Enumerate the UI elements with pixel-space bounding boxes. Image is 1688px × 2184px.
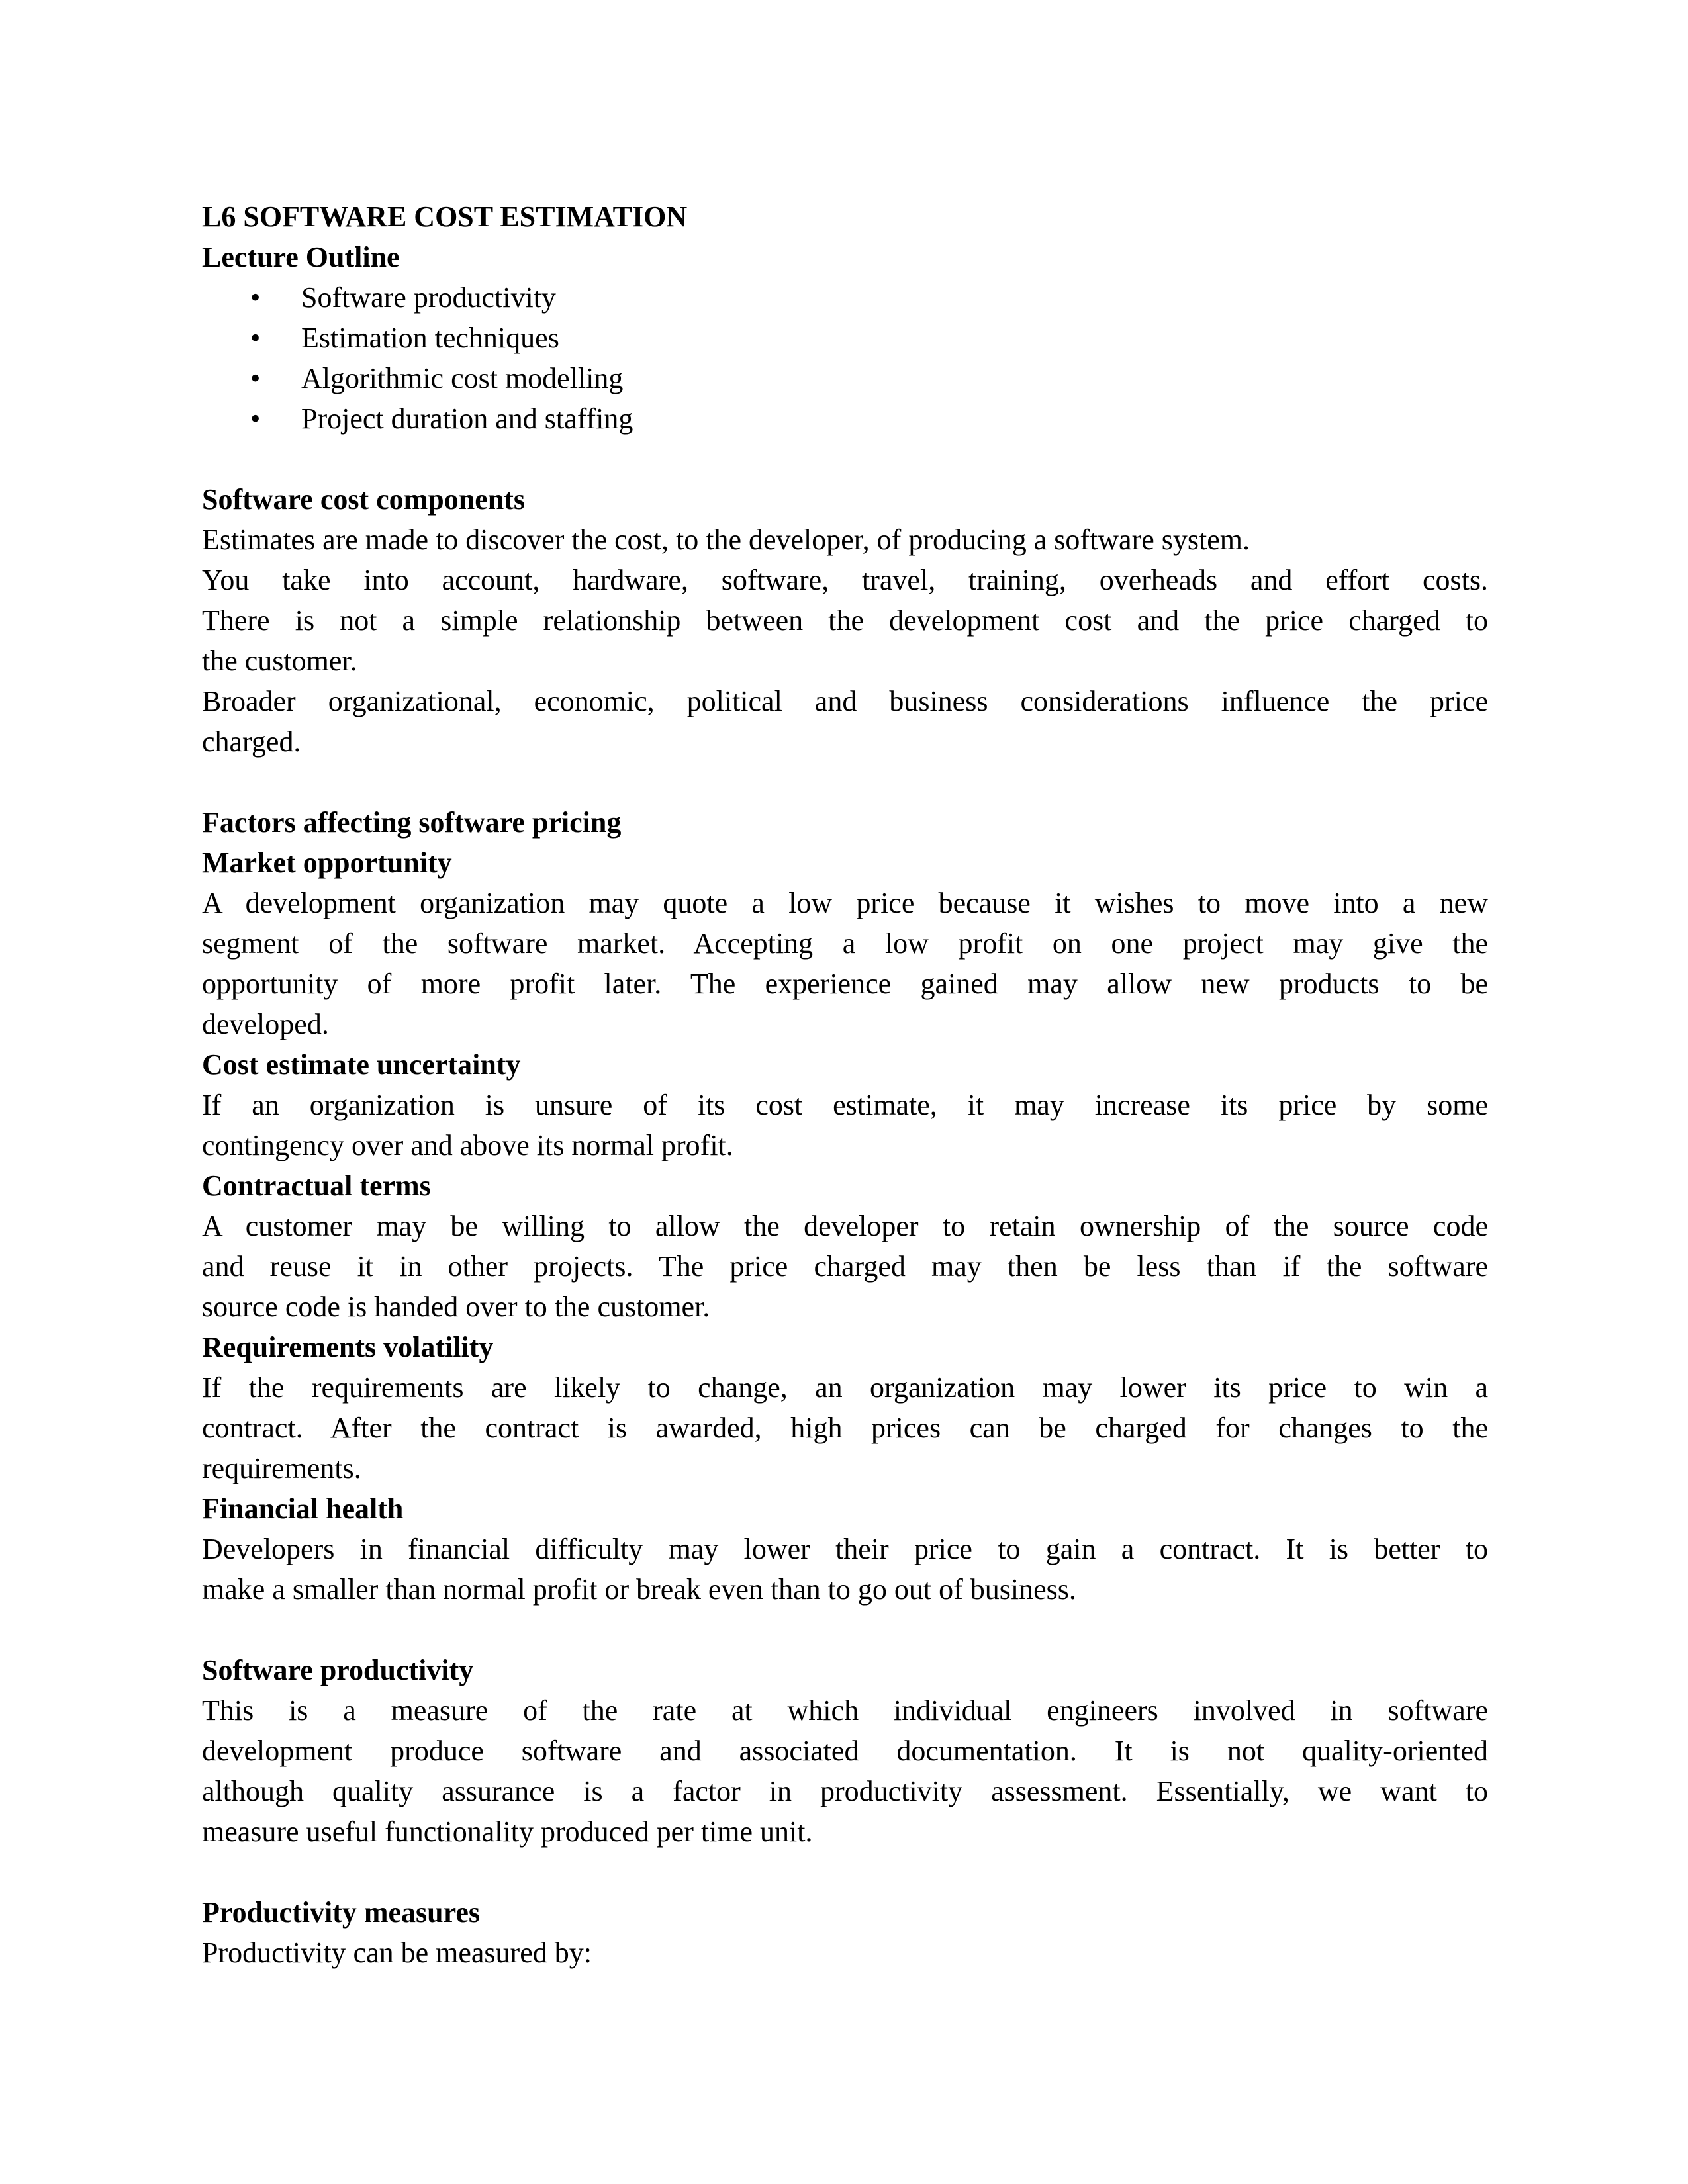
paragraph-line: the customer.: [202, 645, 357, 677]
paragraph-line: and reuse it in other projects. The price charged may then be less than if the software: [202, 1250, 1488, 1283]
list-item-label: Project duration and staffing: [301, 402, 633, 435]
paragraph-line: segment of the software market. Accepting a low profit on one project may give the: [202, 927, 1488, 960]
paragraph-line: There is not a simple relationship between the development cost and the price charged to: [202, 604, 1488, 637]
list-item-label: Software productivity: [301, 281, 556, 314]
paragraph-line: although quality assurance is a factor in productivity assessment. Essentially, we want to: [202, 1775, 1488, 1807]
list-item: [202, 358, 1488, 398]
paragraph-line: You take into account, hardware, software, travel, training, overheads and effort costs.: [202, 564, 1488, 596]
paragraph-line: If the requirements are likely to change, an organization may lower its price to win a: [202, 1371, 1488, 1404]
paragraph-line: measure useful functionality produced per time unit.: [202, 1815, 813, 1848]
paragraph-line: opportunity of more profit later. The experience gained may allow new products to be: [202, 968, 1488, 1000]
document-content: [202, 197, 1488, 1973]
paragraph-line: charged.: [202, 725, 301, 758]
heading-market-opportunity: Market opportunity: [202, 846, 452, 879]
paragraph-line: A development organization may quote a low price because it wishes to move into a new: [202, 887, 1488, 919]
bullet-icon: •: [250, 322, 261, 354]
paragraph-line: developed.: [202, 1008, 329, 1040]
blank-line: [202, 439, 1488, 479]
paragraph-line: make a smaller than normal profit or break even than to go out of business.: [202, 1573, 1076, 1606]
paragraph-line: requirements.: [202, 1452, 361, 1484]
heading-productivity-measures: Productivity measures: [202, 1896, 480, 1929]
list-item: [202, 277, 1488, 318]
blank-line: [202, 1852, 1488, 1892]
paragraph-line: Developers in financial difficulty may lower their price to gain a contract. It is better to: [202, 1533, 1488, 1565]
heading-financial-health: Financial health: [202, 1492, 404, 1525]
paragraph-line: Broader organizational, economic, political and business considerations influence the price: [202, 685, 1488, 717]
paragraph-line: A customer may be willing to allow the developer to retain ownership of the source code: [202, 1210, 1488, 1242]
paragraph-line: development produce software and associated documentation. It is not quality-oriented: [202, 1735, 1488, 1767]
paragraph-line: This is a measure of the rate at which individual engineers involved in software: [202, 1694, 1488, 1727]
heading-cost-estimate-uncertainty: Cost estimate uncertainty: [202, 1048, 521, 1081]
paragraph-line: If an organization is unsure of its cost estimate, it may increase its price by some: [202, 1089, 1488, 1121]
heading-software-cost-components: Software cost components: [202, 483, 526, 516]
heading-software-productivity: Software productivity: [202, 1654, 474, 1686]
list-item-label: Estimation techniques: [301, 322, 559, 354]
paragraph-line: Productivity can be measured by:: [202, 1936, 592, 1969]
list-item-label: Algorithmic cost modelling: [301, 362, 624, 394]
heading-factors-affecting-software-pricing: Factors affecting software pricing: [202, 806, 622, 839]
paragraph-line: contingency over and above its normal profit.: [202, 1129, 733, 1161]
bullet-icon: •: [250, 402, 261, 435]
blank-line: [202, 1610, 1488, 1650]
heading-contractual-terms: Contractual terms: [202, 1169, 431, 1202]
bullet-icon: •: [250, 362, 261, 394]
paragraph-line: Estimates are made to discover the cost, to the developer, of producing a software system.: [202, 523, 1250, 556]
bullet-icon: •: [250, 281, 261, 314]
document-title: L6 SOFTWARE COST ESTIMATION: [202, 201, 688, 233]
paragraph-line: contract. After the contract is awarded, high prices can be charged for changes to the: [202, 1412, 1488, 1444]
list-item: [202, 398, 1488, 439]
paragraph-line: source code is handed over to the customer.: [202, 1291, 710, 1323]
blank-line: [202, 762, 1488, 802]
list-item: [202, 318, 1488, 358]
heading-lecture-outline: Lecture Outline: [202, 241, 400, 273]
heading-requirements-volatility: Requirements volatility: [202, 1331, 494, 1363]
